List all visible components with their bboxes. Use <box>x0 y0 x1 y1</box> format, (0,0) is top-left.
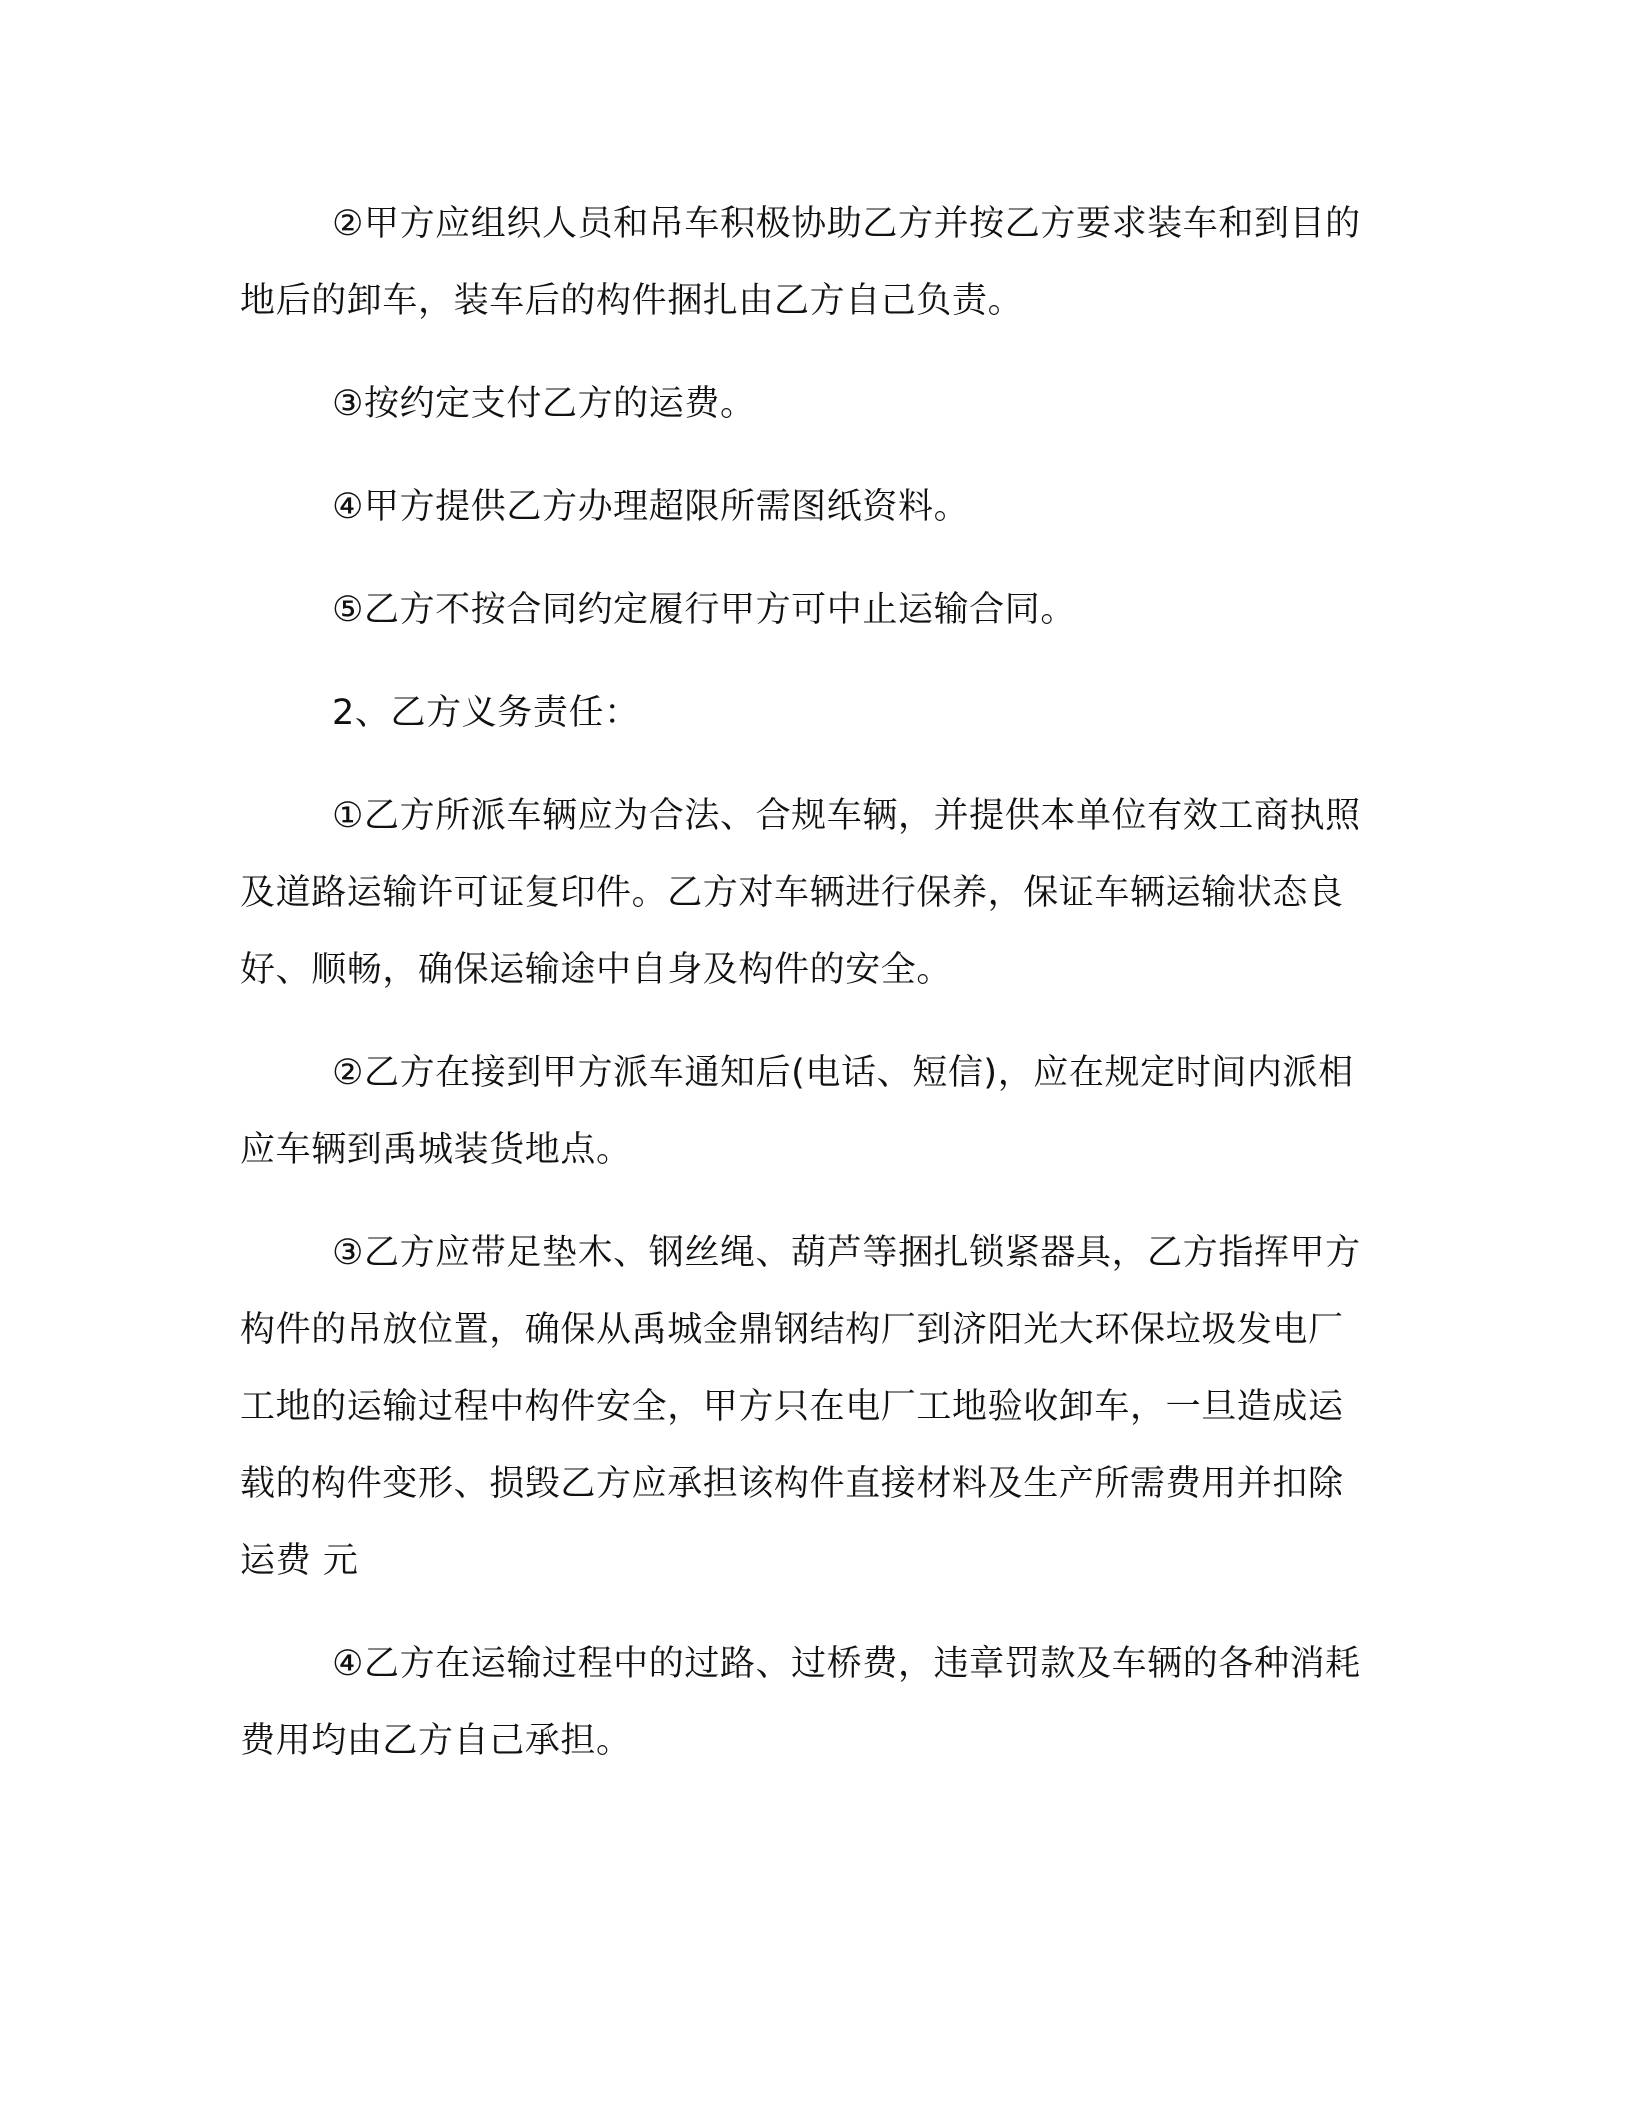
paragraph-party-b-securing-cargo: ③乙方应带足垫木、钢丝绳、葫芦等捆扎锁紧器具，乙方指挥甲方构件的吊放位置，确保从禹城金鼎钢结构厂到济阳光大环保垃圾发电厂工地的运输过程中构件安全，甲方只在电厂工地验收卸车，一旦造成运载的构件变形、损毁乙方应承担该构件直接材料及生产所需费用并扣除运费 元 <box>240 1233 1361 1581</box>
section-heading-party-b-obligations: 2、乙方义务责任： <box>332 693 640 733</box>
paragraph-party-b-tolls-fines: ④乙方在运输过程中的过路、过桥费，违章罚款及车辆的各种消耗费用均由乙方自己承担。 <box>240 1644 1361 1761</box>
paragraph-party-b-vehicle-compliance: ①乙方所派车辆应为合法、合规车辆，并提供本单位有效工商执照及道路运输许可证复印件。乙方对车辆进行保养，保证车辆运输状态良好、顺畅，确保运输途中自身及构件的安全。 <box>240 796 1361 990</box>
paragraph-party-a-loading-assist: ②甲方应组织人员和吊车积极协助乙方并按乙方要求装车和到目的地后的卸车，装车后的构件捆扎由乙方自己负责。 <box>240 204 1361 321</box>
paragraph-party-a-provide-drawings: ④甲方提供乙方办理超限所需图纸资料。 <box>332 487 970 527</box>
paragraph-party-b-dispatch: ②乙方在接到甲方派车通知后(电话、短信)，应在规定时间内派相应车辆到禹城装货地点。 <box>240 1053 1354 1170</box>
paragraph-party-a-terminate-contract: ⑤乙方不按合同约定履行甲方可中止运输合同。 <box>332 590 1076 630</box>
paragraph-party-a-pay-freight: ③按约定支付乙方的运费。 <box>332 384 756 424</box>
document-body <box>240 186 1370 1780</box>
